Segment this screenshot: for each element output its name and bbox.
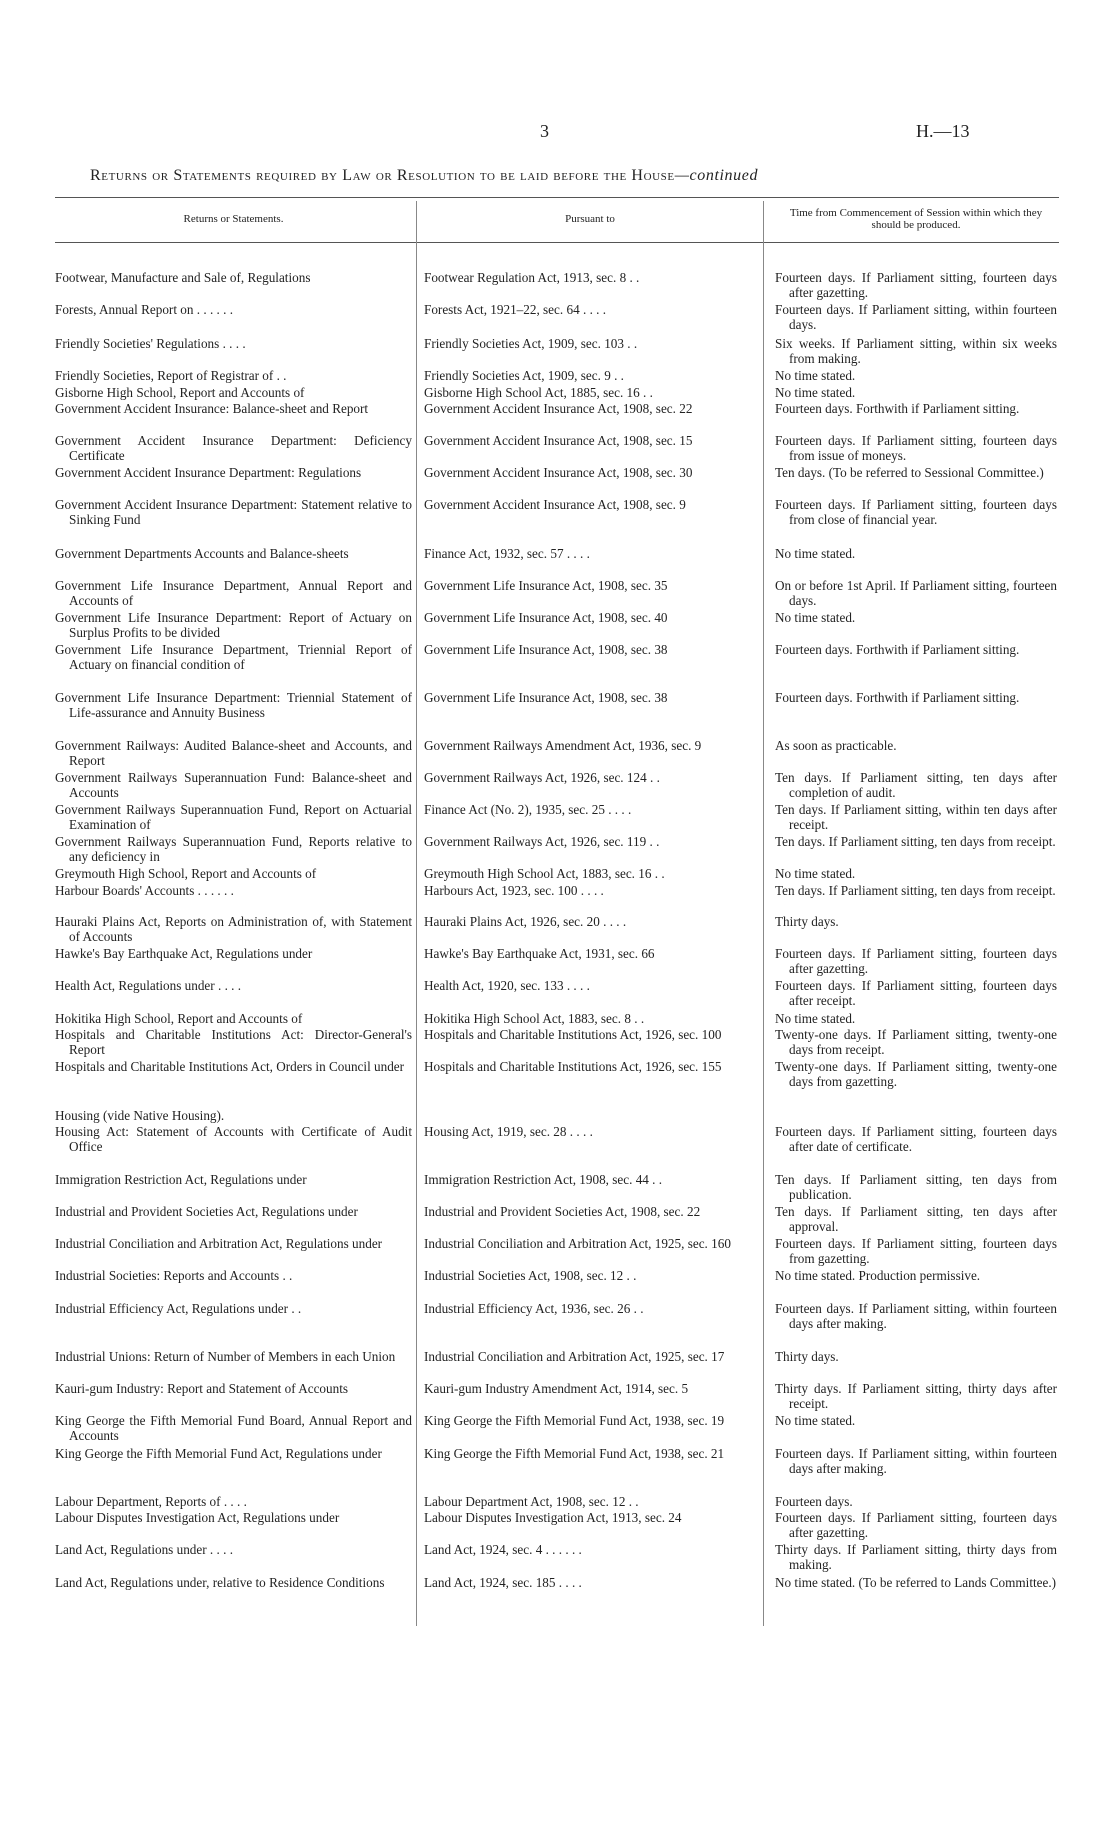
returns-cell: Industrial Efficiency Act, Regulations under . . <box>55 1301 302 1316</box>
returns-cell: Labour Department, Reports of . . . . <box>55 1494 247 1509</box>
returns-cell: Immigration Restriction Act, Regulations under <box>55 1172 307 1187</box>
returns-cell: Footwear, Manufacture and Sale of, Regulations <box>55 270 311 285</box>
page-number: 3 <box>540 121 549 141</box>
pursuant-cell: Harbours Act, 1923, sec. 100 . . . . <box>424 883 604 898</box>
returns-cell: Government Accident Insurance Department: Statement relative to Sinking Fund <box>55 497 412 528</box>
pursuant-cell: Government Accident Insurance Act, 1908, sec. 15 <box>424 433 693 448</box>
returns-cell: Government Railways: Audited Balance-sheet and Accounts, and Report <box>55 738 412 769</box>
returns-cell: Hauraki Plains Act, Reports on Administration of, with Statement of Accounts <box>55 914 412 945</box>
time-cell: Thirty days. If Parliament sitting, thirty days from making. <box>775 1542 1057 1573</box>
time-cell: Ten days. If Parliament sitting, ten days after completion of audit. <box>775 770 1057 801</box>
pursuant-cell: Hawke's Bay Earthquake Act, 1931, sec. 66 <box>424 946 655 961</box>
time-cell: On or before 1st April. If Parliament sitting, fourteen days. <box>775 578 1057 609</box>
time-cell: Six weeks. If Parliament sitting, within six weeks from making. <box>775 336 1057 367</box>
pursuant-cell: King George the Fifth Memorial Fund Act, 1938, sec. 19 <box>424 1413 725 1428</box>
pursuant-cell: Government Life Insurance Act, 1908, sec. 38 <box>424 690 668 705</box>
pursuant-cell: Government Railways Act, 1926, sec. 124 . . <box>424 770 660 785</box>
returns-cell: Government Life Insurance Department: Report of Actuary on Surplus Profits to be divided <box>55 610 412 641</box>
pursuant-cell: Greymouth High School Act, 1883, sec. 16 . . <box>424 866 665 881</box>
pursuant-cell: Footwear Regulation Act, 1913, sec. 8 . . <box>424 270 640 285</box>
returns-cell: Friendly Societies, Report of Registrar of . . <box>55 368 287 383</box>
pursuant-cell: Government Accident Insurance Act, 1908, sec. 22 <box>424 401 693 416</box>
time-cell: Ten days. (To be referred to Sessional Committee.) <box>775 465 1044 480</box>
time-cell: Fourteen days. If Parliament sitting, within fourteen days. <box>775 302 1057 333</box>
pursuant-cell: Hokitika High School Act, 1883, sec. 8 . . <box>424 1011 645 1026</box>
returns-cell: Labour Disputes Investigation Act, Regulations under <box>55 1510 340 1525</box>
time-cell: Thirty days. <box>775 914 839 929</box>
time-cell: Fourteen days. If Parliament sitting, fourteen days after gazetting. <box>775 270 1057 301</box>
pursuant-cell: Forests Act, 1921–22, sec. 64 . . . . <box>424 302 607 317</box>
time-cell: Fourteen days. <box>775 1494 853 1509</box>
returns-cell: Government Accident Insurance Department: Deficiency Certificate <box>55 433 412 464</box>
pursuant-cell: Hospitals and Charitable Institutions Act, 1926, sec. 155 <box>424 1059 722 1074</box>
returns-cell: Government Life Insurance Department: Triennial Statement of Life-assurance and Annuity Business <box>55 690 412 721</box>
column-header-time: Time from Commencement of Session within which they should be produced. <box>789 207 1043 231</box>
time-cell: Fourteen days. If Parliament sitting, fourteen days from gazetting. <box>775 1236 1057 1267</box>
document-code: H.—13 <box>916 121 970 141</box>
pursuant-cell: King George the Fifth Memorial Fund Act, 1938, sec. 21 <box>424 1446 725 1461</box>
pursuant-cell: Industrial Conciliation and Arbitration Act, 1925, sec. 160 <box>424 1236 731 1251</box>
returns-cell: Gisborne High School, Report and Accounts of <box>55 385 305 400</box>
pursuant-cell: Government Railways Act, 1926, sec. 119 . . <box>424 834 660 849</box>
title-text: Returns or Statements required by Law or Resolution to be laid before the House <box>90 167 675 184</box>
time-cell: No time stated. (To be referred to Lands Committee.) <box>775 1575 1057 1590</box>
time-cell: Ten days. If Parliament sitting, ten days from publication. <box>775 1172 1057 1203</box>
returns-cell: Greymouth High School, Report and Accounts of <box>55 866 317 881</box>
pursuant-cell: Labour Department Act, 1908, sec. 12 . . <box>424 1494 639 1509</box>
returns-cell: Housing Act: Statement of Accounts with Certificate of Audit Office <box>55 1124 412 1155</box>
returns-cell: Harbour Boards' Accounts . . . . . . <box>55 883 234 898</box>
returns-cell: Industrial Unions: Return of Number of Members in each Union <box>55 1349 396 1364</box>
returns-cell: Industrial and Provident Societies Act, Regulations under <box>55 1204 358 1219</box>
returns-cell: Government Life Insurance Department, Triennial Report of Actuary on financial condition of <box>55 642 412 673</box>
time-cell: As soon as practicable. <box>775 738 897 753</box>
time-cell: Fourteen days. If Parliament sitting, fourteen days after gazetting. <box>775 1510 1057 1541</box>
time-cell: No time stated. <box>775 368 856 383</box>
returns-cell: Friendly Societies' Regulations . . . . <box>55 336 246 351</box>
time-cell: Fourteen days. Forthwith if Parliament sitting. <box>775 642 1020 657</box>
title-suffix: —continued <box>674 167 759 184</box>
returns-cell: Government Railways Superannuation Fund: Balance-sheet and Accounts <box>55 770 412 801</box>
time-cell: No time stated. <box>775 610 856 625</box>
pursuant-cell: Government Railways Amendment Act, 1936, sec. 9 <box>424 738 702 753</box>
returns-cell: Forests, Annual Report on . . . . . . <box>55 302 234 317</box>
column-header-returns: Returns or Statements. <box>183 213 284 225</box>
time-cell: Fourteen days. If Parliament sitting, fourteen days after date of certificate. <box>775 1124 1057 1155</box>
returns-cell: Land Act, Regulations under, relative to Residence Conditions <box>55 1575 385 1590</box>
pursuant-cell: Government Life Insurance Act, 1908, sec. 38 <box>424 642 668 657</box>
time-cell: Fourteen days. If Parliament sitting, within fourteen days after making. <box>775 1301 1057 1332</box>
time-cell: Fourteen days. If Parliament sitting, fourteen days after gazetting. <box>775 946 1057 977</box>
returns-cell: King George the Fifth Memorial Fund Act, Regulations under <box>55 1446 382 1461</box>
time-cell: No time stated. <box>775 1011 856 1026</box>
pursuant-cell: Government Life Insurance Act, 1908, sec. 40 <box>424 610 668 625</box>
time-cell: No time stated. <box>775 1413 856 1428</box>
returns-cell: Industrial Societies: Reports and Accounts . . <box>55 1268 293 1283</box>
time-cell: No time stated. <box>775 546 856 561</box>
returns-cell: Hospitals and Charitable Institutions Act, Orders in Council under <box>55 1059 405 1074</box>
time-cell: Thirty days. <box>775 1349 839 1364</box>
pursuant-cell: Land Act, 1924, sec. 185 . . . . <box>424 1575 582 1590</box>
returns-cell: Land Act, Regulations under . . . . <box>55 1542 233 1557</box>
returns-cell: Kauri-gum Industry: Report and Statement of Accounts <box>55 1381 348 1396</box>
column-header-pursuant: Pursuant to <box>565 213 615 225</box>
pursuant-cell: Gisborne High School Act, 1885, sec. 16 . . <box>424 385 653 400</box>
returns-cell: Government Railways Superannuation Fund, Reports relative to any deficiency in <box>55 834 412 865</box>
returns-cell: Government Railways Superannuation Fund, Report on Actuarial Examination of <box>55 802 412 833</box>
time-cell: No time stated. <box>775 385 856 400</box>
pursuant-cell: Government Accident Insurance Act, 1908, sec. 30 <box>424 465 693 480</box>
time-cell: Fourteen days. If Parliament sitting, fourteen days after receipt. <box>775 978 1057 1009</box>
pursuant-cell: Industrial Efficiency Act, 1936, sec. 26 . . <box>424 1301 644 1316</box>
returns-cell: Housing (vide Native Housing). <box>55 1108 225 1123</box>
returns-cell: Government Accident Insurance Department: Regulations <box>55 465 362 480</box>
time-cell: Fourteen days. If Parliament sitting, fourteen days from issue of moneys. <box>775 433 1057 464</box>
pursuant-cell: Government Accident Insurance Act, 1908, sec. 9 <box>424 497 686 512</box>
time-cell: Ten days. If Parliament sitting, ten days from receipt. <box>775 883 1056 898</box>
time-cell: Fourteen days. If Parliament sitting, within fourteen days after making. <box>775 1446 1057 1477</box>
pursuant-cell: Industrial Societies Act, 1908, sec. 12 . . <box>424 1268 637 1283</box>
time-cell: Twenty-one days. If Parliament sitting, twenty-one days from gazetting. <box>775 1059 1057 1090</box>
returns-cell: Industrial Conciliation and Arbitration Act, Regulations under <box>55 1236 383 1251</box>
time-cell: Thirty days. If Parliament sitting, thirty days after receipt. <box>775 1381 1057 1412</box>
pursuant-cell: Hauraki Plains Act, 1926, sec. 20 . . . . <box>424 914 627 929</box>
pursuant-cell: Housing Act, 1919, sec. 28 . . . . <box>424 1124 593 1139</box>
time-cell: Ten days. If Parliament sitting, ten days from receipt. <box>775 834 1056 849</box>
pursuant-cell: Immigration Restriction Act, 1908, sec. 44 . . <box>424 1172 663 1187</box>
time-cell: Fourteen days. If Parliament sitting, fourteen days from close of financial year. <box>775 497 1057 528</box>
time-cell: Ten days. If Parliament sitting, within ten days after receipt. <box>775 802 1057 833</box>
returns-cell: Government Life Insurance Department, Annual Report and Accounts of <box>55 578 412 609</box>
pursuant-cell: Government Life Insurance Act, 1908, sec. 35 <box>424 578 668 593</box>
time-cell: No time stated. Production permissive. <box>775 1268 981 1283</box>
returns-cell: Government Accident Insurance: Balance-sheet and Report <box>55 401 369 416</box>
time-cell: Fourteen days. Forthwith if Parliament sitting. <box>775 690 1020 705</box>
returns-cell: Hawke's Bay Earthquake Act, Regulations under <box>55 946 313 961</box>
pursuant-cell: Friendly Societies Act, 1909, sec. 9 . . <box>424 368 624 383</box>
returns-cell: Hospitals and Charitable Institutions Act: Director-General's Report <box>55 1027 412 1058</box>
time-cell: Twenty-one days. If Parliament sitting, twenty-one days from receipt. <box>775 1027 1057 1058</box>
pursuant-cell: Finance Act, 1932, sec. 57 . . . . <box>424 546 590 561</box>
returns-cell: Hokitika High School, Report and Accounts of <box>55 1011 303 1026</box>
pursuant-cell: Labour Disputes Investigation Act, 1913, sec. 24 <box>424 1510 682 1525</box>
pursuant-cell: Industrial Conciliation and Arbitration Act, 1925, sec. 17 <box>424 1349 725 1364</box>
returns-cell: Health Act, Regulations under . . . . <box>55 978 242 993</box>
time-cell: Fourteen days. Forthwith if Parliament sitting. <box>775 401 1020 416</box>
time-cell: No time stated. <box>775 866 856 881</box>
pursuant-cell: Health Act, 1920, sec. 133 . . . . <box>424 978 590 993</box>
returns-cell: Government Departments Accounts and Balance-sheets <box>55 546 349 561</box>
pursuant-cell: Friendly Societies Act, 1909, sec. 103 . . <box>424 336 638 351</box>
returns-cell: King George the Fifth Memorial Fund Board, Annual Report and Accounts <box>55 1413 412 1444</box>
pursuant-cell: Industrial and Provident Societies Act, 1908, sec. 22 <box>424 1204 701 1219</box>
pursuant-cell: Kauri-gum Industry Amendment Act, 1914, sec. 5 <box>424 1381 689 1396</box>
pursuant-cell: Land Act, 1924, sec. 4 . . . . . . <box>424 1542 582 1557</box>
time-cell: Ten days. If Parliament sitting, ten days after approval. <box>775 1204 1057 1235</box>
pursuant-cell: Finance Act (No. 2), 1935, sec. 25 . . . . <box>424 802 632 817</box>
pursuant-cell: Hospitals and Charitable Institutions Act, 1926, sec. 100 <box>424 1027 722 1042</box>
